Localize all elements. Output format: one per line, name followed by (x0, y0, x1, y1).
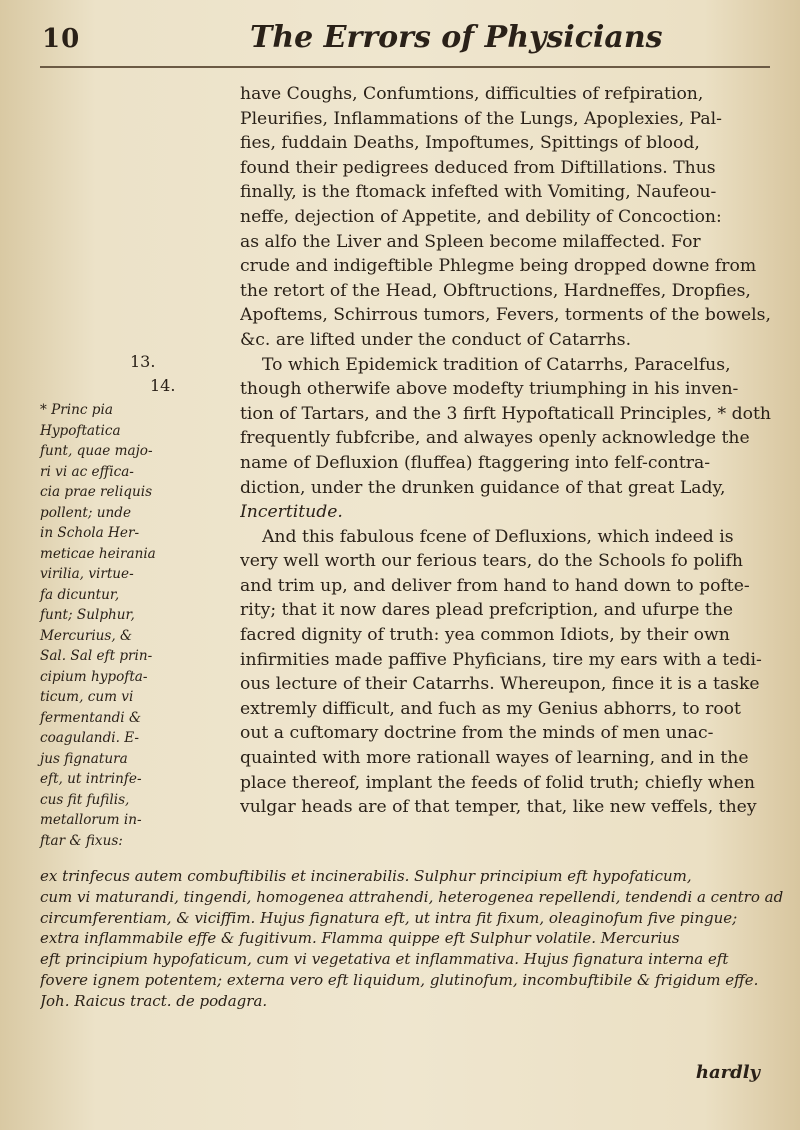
margin-note-line: meticae heirania (40, 545, 156, 562)
page-number: 10 (42, 24, 81, 54)
footnote-line: eft principium hypofaticum, cum vi vegetativa et inflammativa. Hujus fignatura interna eft (40, 950, 729, 969)
body-line: and trim up, and deliver from hand to hand down to pofte- (240, 575, 750, 596)
margin-note-line: coagulandi. E- (40, 730, 140, 746)
body-line: found their pedigrees deduced from Diftillations. Thus (240, 157, 716, 178)
main-text-block (240, 82, 780, 820)
margin-note-line: metallorum in- (40, 812, 142, 828)
body-line: extremly difficult, and fuch as my Genius abhorrs, to root (240, 698, 741, 719)
margin-note-line: ftar & fixus: (40, 832, 123, 849)
body-line: diction, under the drunken guidance of that great Lady, (240, 477, 726, 498)
footnote-line: cum vi maturandi, tingendi, homogenea attrahendi, heterogenea repellendi, tendendi a centro ad (40, 887, 784, 906)
body-line: quainted with more rationall wayes of learning, and in the (240, 748, 749, 769)
margin-note-line: ticum, cum vi (40, 689, 134, 705)
body-line: crude and indigeftible Phlegme being dropped downe from (240, 256, 757, 277)
margin-note-line: Hypoftatica (40, 422, 121, 439)
body-line: Incertitude. (240, 502, 343, 523)
body-line: finally, is the ftomack infefted with Vomiting, Naufeou- (240, 182, 717, 203)
body-line: have Coughs, Confumtions, difficulties of refpiration, (240, 84, 704, 104)
body-line: place thereof, implant the feeds of folid truth; chiefly when (240, 772, 755, 793)
section-number-14: 14. (150, 376, 176, 395)
footnote-line: Joh. Raicus tract. de podagra. (40, 991, 268, 1010)
margin-note-line: cus fit fufilis, (40, 791, 130, 808)
body-line: vulgar heads are of that temper, that, like new veffels, they (240, 797, 757, 818)
body-line: as alfo the Liver and Spleen become milaffected. For (240, 231, 701, 252)
margin-note-line: Mercurius, & (40, 627, 133, 644)
margin-note-line: funt; Sulphur, (40, 607, 135, 623)
margin-note-line: virilia, virtue- (40, 566, 134, 582)
body-line: out a cuftomary doctrine from the minds of men unac- (240, 723, 714, 744)
header-rule (40, 66, 770, 68)
footnote-line: extra inflammabile effe & fugitivum. Flamma quippe eft Sulphur volatile. Mercurius (40, 929, 680, 948)
page-header (20, 18, 780, 62)
body-line: though otherwife above modefty triumphing in his inven- (240, 379, 739, 400)
margin-note-line: * Princ pia (40, 402, 113, 418)
body-line: Pleurifies, Inflammations of the Lungs, Apoplexies, Pal- (240, 108, 722, 129)
margin-note (40, 400, 240, 851)
body-line: tion of Tartars, and the 3 firft Hypoftaticall Principles, * doth (240, 403, 771, 424)
margin-note-line: fermentandi & (40, 709, 142, 726)
body-line: fies, fuddain Deaths, Impoftumes, Spittings of blood, (240, 133, 700, 154)
margin-note-line: cia prae reliquis (40, 484, 153, 500)
margin-note-line: Sal. Sal eft prin- (40, 648, 153, 664)
footnote-line: fovere ignem potentem; externa vero eft liquidum, glutinofum, incombuftibile & frigidum effe. (40, 970, 759, 989)
body-line: And this fabulous fcene of Defluxions, which indeed is (262, 526, 734, 547)
body-line: rity; that it now dares plead prefcription, and ufurpe the (240, 600, 734, 621)
body-line: name of Defluxion (fluffea) ftaggering into felf-contra- (240, 452, 711, 473)
margin-note-line: funt, quae majo- (40, 443, 153, 459)
catchword: hardly (695, 1062, 760, 1083)
body-line: neffe, dejection of Appetite, and debility of Concoction: (240, 206, 722, 227)
margin-note-line: fa dicuntur, (40, 586, 120, 603)
body-line: very well worth our ferious tears, do the Schools fo polifh (240, 551, 743, 572)
body-line: the retort of the Head, Obftructions, Hardneffes, Dropfies, (240, 280, 751, 301)
margin-note-line: jus fignatura (40, 750, 128, 767)
body-line: infirmities made paffive Phyficians, tire my ears with a tedi- (240, 649, 762, 670)
body-line: Apoftems, Schirrous tumors, Fevers, torments of the bowels, (240, 305, 771, 326)
margin-note-line: cipium hypofta- (40, 668, 148, 685)
body-line: frequently fubfcribe, and alwayes openly acknowledge the (240, 428, 750, 449)
section-number-13: 13. (130, 352, 156, 371)
footnote-line: circumferentiam, & viciffim. Hujus fignatura eft, ut intra fit fixum, oleaginofum five pingue; (40, 908, 738, 927)
body-line: ous lecture of their Catarrhs. Whereupon, fince it is a taske (240, 674, 760, 695)
running-title: The Errors of Physicians (250, 20, 663, 55)
latin-footnote (40, 866, 785, 1012)
body-line: facred dignity of truth: yea common Idiots, by their own (240, 625, 730, 646)
margin-note-line: ri vi ac effica- (40, 463, 134, 480)
margin-note-line: eft, ut intrinfe- (40, 771, 142, 787)
body-line: &c. are lifted under the conduct of Catarrhs. (240, 329, 632, 350)
footnote-line: ex trinfecus autem combuftibilis et incinerabilis. Sulphur principium eft hypofaticum, (40, 867, 692, 885)
body-line: To which Epidemick tradition of Catarrhs, Paracelfus, (262, 354, 731, 375)
margin-note-line: in Schola Her- (40, 525, 140, 541)
margin-note-line: pollent; unde (40, 504, 132, 521)
